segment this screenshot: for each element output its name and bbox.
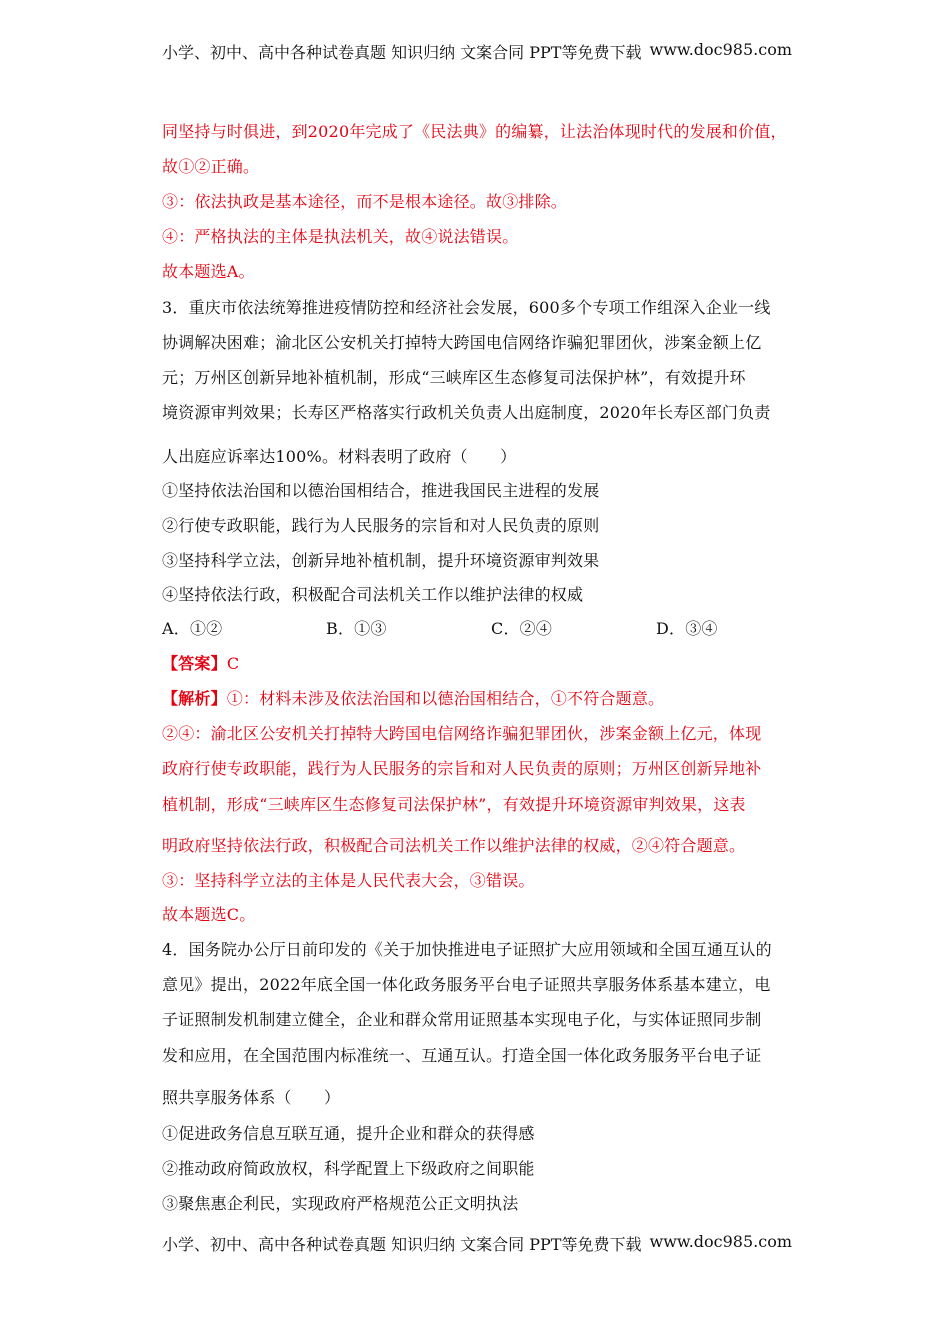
q3-option-d[interactable]: D．③④	[656, 619, 718, 638]
q4-item: ②推动政府简政放权，科学配置上下级政府之间职能	[162, 1159, 535, 1178]
answer-value: C	[226, 654, 240, 673]
q4-item: ①促进政务信息互联互通，提升企业和群众的获得感	[162, 1124, 535, 1143]
q3-option-a[interactable]: A．①②	[162, 619, 223, 638]
q3-option-b[interactable]: B．①③	[326, 619, 387, 638]
q3-stem-line: 人出庭应诉率达100%。材料表明了政府（ ）	[162, 447, 517, 466]
q3-analysis-line: ②④：渝北区公安机关打掉特大跨国电信网络诈骗犯罪团伙，涉案金额上亿元，体现	[162, 724, 762, 743]
q3-analysis-line: ③：坚持科学立法的主体是人民代表大会，③错误。	[162, 871, 535, 890]
analysis-label: 【解析】	[162, 689, 227, 708]
page-footer	[162, 1232, 792, 1255]
q4-stem-line: 发和应用，在全国范围内标准统一、互通互认。打造全国一体化政务服务平台电子证	[162, 1046, 762, 1065]
q3-item: ②行使专政职能，践行为人民服务的宗旨和对人民负责的原则	[162, 516, 600, 535]
q3-stem-line: 3．重庆市依法统筹推进疫情防控和经济社会发展，600多个专项工作组深入企业一线	[162, 298, 771, 317]
q4-stem-line: 4．国务院办公厅日前印发的《关于加快推进电子证照扩大应用领域和全国互通互认的	[162, 940, 772, 959]
q2-analysis-line: ④：严格执法的主体是执法机关，故④说法错误。	[162, 227, 519, 246]
footer-text: 小学、初中、高中各种试卷真题 知识归纳 文案合同 PPT等免费下载	[162, 1235, 642, 1254]
q2-analysis-line: 故①②正确。	[162, 157, 260, 176]
q3-option-c[interactable]: C．②④	[491, 619, 553, 638]
header-website-link[interactable]: www.doc985.com	[649, 40, 792, 59]
q4-item: ③聚焦惠企利民，实现政府严格规范公正文明执法	[162, 1194, 519, 1213]
q2-analysis-line: 同坚持与时俱进，到2020年完成了《民法典》的编纂，让法治体现时代的发展和价值，	[162, 122, 787, 141]
q3-item: ①坚持依法治国和以德治国相结合，推进我国民主进程的发展	[162, 481, 600, 500]
q3-analysis-line: 植机制，形成“三峡库区生态修复司法保护林”，有效提升环境资源审判效果，这表	[162, 795, 746, 814]
q2-analysis-line: ③：依法执政是基本途径，而不是根本途径。故③排除。	[162, 192, 568, 211]
q4-stem-line: 意见》提出，2022年底全国一体化政务服务平台电子证照共享服务体系基本建立，电	[162, 975, 771, 994]
q3-stem-line: 境资源审判效果；长寿区严格落实行政机关负责人出庭制度，2020年长寿区部门负责	[162, 403, 771, 422]
page-header	[162, 40, 792, 63]
q3-stem-line: 协调解决困难；渝北区公安机关打掉特大跨国电信网络诈骗犯罪团伙，涉案金额上亿	[162, 333, 762, 352]
q4-stem-line: 子证照制发机制建立健全，企业和群众常用证照基本实现电子化，与实体证照同步制	[162, 1010, 762, 1029]
q3-conclusion: 故本题选C。	[162, 905, 256, 924]
answer-label: 【答案】	[162, 654, 227, 673]
q3-stem-line: 元；万州区创新异地补植机制，形成“三峡库区生态修复司法保护林”，有效提升环	[162, 368, 746, 387]
q3-analysis-line: 政府行使专政职能，践行为人民服务的宗旨和对人民负责的原则；万州区创新异地补	[162, 759, 762, 778]
analysis-text: ①：材料未涉及依法治国和以德治国相结合，①不符合题意。	[226, 689, 665, 708]
q3-item: ③坚持科学立法，创新异地补植机制，提升环境资源审判效果	[162, 551, 600, 570]
q3-item: ④坚持依法行政，积极配合司法机关工作以维护法律的权威	[162, 585, 584, 604]
q4-stem-line: 照共享服务体系（ ）	[162, 1088, 341, 1107]
header-text: 小学、初中、高中各种试卷真题 知识归纳 文案合同 PPT等免费下载	[162, 43, 642, 62]
q3-answer	[162, 651, 239, 674]
footer-website-link[interactable]: www.doc985.com	[649, 1232, 792, 1251]
q3-analysis-line: 明政府坚持依法行政，积极配合司法机关工作以维护法律的权威，②④符合题意。	[162, 836, 746, 855]
q2-conclusion: 故本题选A。	[162, 262, 255, 281]
q3-analysis-line	[162, 686, 664, 709]
